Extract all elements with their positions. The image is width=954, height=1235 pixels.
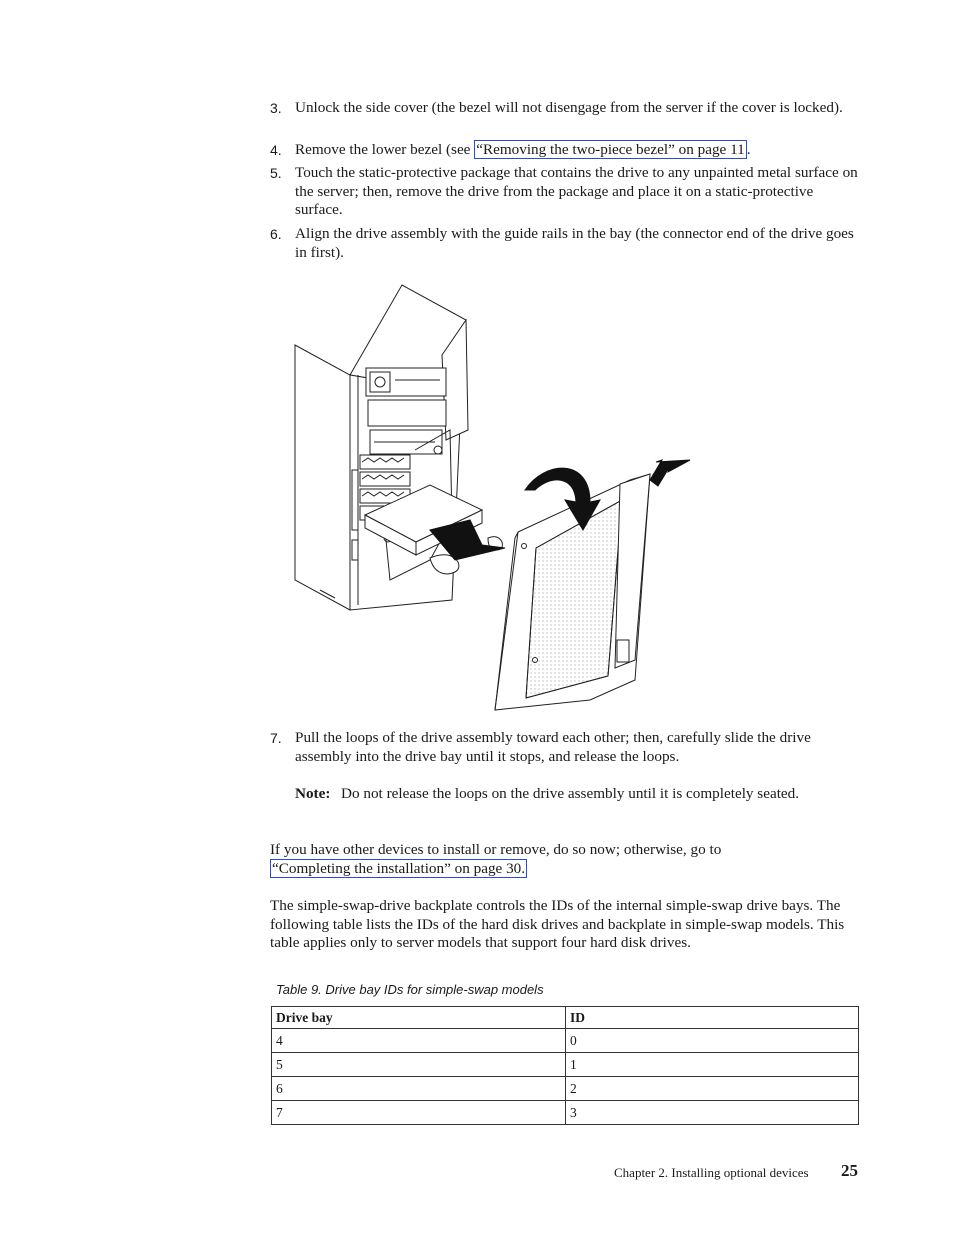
table-row: [272, 1053, 859, 1077]
step-7: [270, 729, 860, 766]
table-row: [272, 1029, 859, 1053]
note-text: Do not release the loops on the drive assembly until it is completely seated.: [341, 785, 800, 802]
bezel-removal-link[interactable]: “Removing the two-piece bezel” on page 11: [476, 141, 745, 158]
step-5: [270, 164, 860, 220]
note-label: Note:: [295, 785, 331, 802]
column-header: Drive bay: [272, 1007, 566, 1029]
note: [295, 785, 855, 804]
step-text: Touch the static-protective package that contains the drive to any unpainted metal surface on the server; then, remove the drive from the package and place it on a static-protective surface.: [295, 164, 858, 218]
table-cell: 2: [566, 1077, 859, 1101]
step-number: 6.: [270, 226, 282, 242]
step-text: Align the drive assembly with the guide rails in the bay (the connector end of the drive goes in first).: [295, 225, 854, 261]
table-cell: 4: [272, 1029, 566, 1053]
step-number: 5.: [270, 165, 282, 181]
step-text: Pull the loops of the drive assembly toward each other; then, carefully slide the drive assembly into the drive bay until it stops, and release the loops.: [295, 729, 811, 765]
drive-bay-table: [271, 1006, 859, 1125]
completing-installation-link[interactable]: “Completing the installation” on page 30.: [272, 859, 526, 877]
page-number: 25: [841, 1161, 858, 1180]
column-header: ID: [566, 1007, 859, 1029]
press-arrow-icon: [650, 460, 690, 486]
table-caption: Table 9. Drive bay IDs for simple-swap models: [276, 982, 544, 997]
table-header-row: [272, 1007, 859, 1029]
drive-installation-illustration: [290, 280, 700, 720]
table-row: [272, 1077, 859, 1101]
table-cell: 6: [272, 1077, 566, 1101]
table-cell: 3: [566, 1101, 859, 1125]
step-number: 3.: [270, 100, 282, 116]
table-cell: 0: [566, 1029, 859, 1053]
table-cell: 5: [272, 1053, 566, 1077]
paragraph-text: If you have other devices to install or remove, do so now; otherwise, go to: [270, 841, 722, 858]
step-number: 7.: [270, 730, 282, 746]
table-cell: 7: [272, 1101, 566, 1125]
chapter-footer: Chapter 2. Installing optional devices: [614, 1165, 809, 1180]
step-text-end: .: [746, 141, 751, 158]
step-text: Remove the lower bezel (see: [295, 141, 475, 158]
step-text: Unlock the side cover (the bezel will not disengage from the server if the cover is locked).: [295, 99, 843, 116]
table-row: [272, 1101, 859, 1125]
paragraph-other-devices: [270, 841, 862, 878]
table-cell: 1: [566, 1053, 859, 1077]
paragraph-backplate: The simple-swap-drive backplate controls the IDs of the internal simple-swap drive bays. The following table lists the IDs of the hard disk drives and backplate in simple-swap models. This table applies only to server models that support four hard disk drives.: [270, 897, 845, 952]
step-6: [270, 225, 860, 262]
step-3: [270, 99, 860, 118]
step-4: [270, 141, 860, 160]
step-number: 4.: [270, 142, 282, 158]
